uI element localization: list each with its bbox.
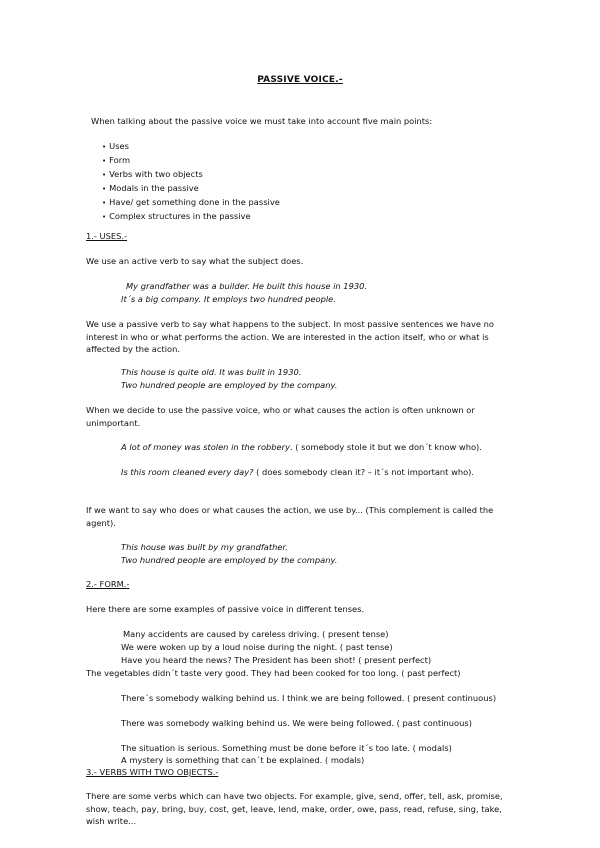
form-example: Many accidents are caused by careless driving. ( present tense) [123, 629, 389, 639]
example-note: ( does somebody clean it? – it´s not important who). [253, 467, 475, 477]
paragraph: Here there are some examples of passive voice in different tenses. [86, 604, 365, 614]
paragraph: There are some verbs which can have two objects. For example, give, send, offer, tell, ask, promise, show, teach, pay, bring, buy, cost, get, leave, lend, make, order, owe, pass, read, refuse, sing, take, wish write... [86, 791, 503, 827]
example-sentence: My grandfather was a builder. He built this house in 1930. [126, 281, 368, 291]
example-italic: Is this room cleaned every day? [121, 467, 254, 477]
section-heading-form: 2.- FORM.- [86, 579, 130, 589]
example-italic: A lot of money was stolen in the robbery [121, 442, 290, 452]
example-sentence: Two hundred people are employed by the company. [121, 555, 338, 565]
list-item: • Complex structures in the passive [102, 210, 280, 224]
list-item: • Verbs with two objects [102, 168, 280, 182]
example-sentence: This house was built by my grandfather. [121, 542, 288, 552]
paragraph: We use a passive verb to say what happens to the subject. In most passive sentences we have no interest in who or what performs the action. We are interested in the action itself, who or what is affected by the action. [86, 319, 494, 355]
form-example: The situation is serious. Something must be done before it´s too late. ( modals) [121, 743, 452, 753]
form-example: There´s somebody walking behind us. I think we are being followed. ( present continuous) [121, 693, 497, 703]
section-heading-verbs: 3.- VERBS WITH TWO OBJECTS.- [86, 767, 219, 777]
list-item: • Form [102, 154, 280, 168]
list-item: • Uses [102, 140, 280, 154]
example-note: . ( somebody stole it but we don´t know who). [289, 442, 482, 452]
form-example: A mystery is something that can´t be explained. ( modals) [121, 755, 365, 765]
form-example: The vegetables didn´t taste very good. They had been cooked for too long. ( past perfect) [86, 668, 461, 678]
intro-text: When talking about the passive voice we must take into account five main points: [91, 116, 433, 126]
page-title: PASSIVE VOICE.- [257, 75, 343, 85]
list-item: • Modals in the passive [102, 182, 280, 196]
example-sentence [86, 441, 506, 454]
example-sentence: This house is quite old. It was built in 1930. [121, 367, 302, 377]
example-sentence: It´s a big company. It employs two hundred people. [121, 294, 336, 304]
list-item: • Have/ get something done in the passive [102, 196, 280, 210]
paragraph: We use an active verb to say what the subject does. [86, 256, 304, 266]
paragraph: When we decide to use the passive voice, who or what causes the action is often unknown or unimportant. [86, 405, 475, 428]
form-example: There was somebody walking behind us. We were being followed. ( past continuous) [121, 718, 472, 728]
main-points-list [102, 140, 280, 224]
form-example: We were woken up by a loud noise during the night. ( past tense) [121, 642, 393, 652]
paragraph: If we want to say who does or what causes the action, we use by... (This complement is called the agent). [86, 505, 494, 528]
example-sentence [86, 466, 506, 479]
section-heading-uses: 1.- USES.- [86, 231, 128, 241]
form-example: Have you heard the news? The President has been shot! ( present perfect) [121, 655, 432, 665]
example-sentence: Two hundred people are employed by the company. [121, 380, 338, 390]
